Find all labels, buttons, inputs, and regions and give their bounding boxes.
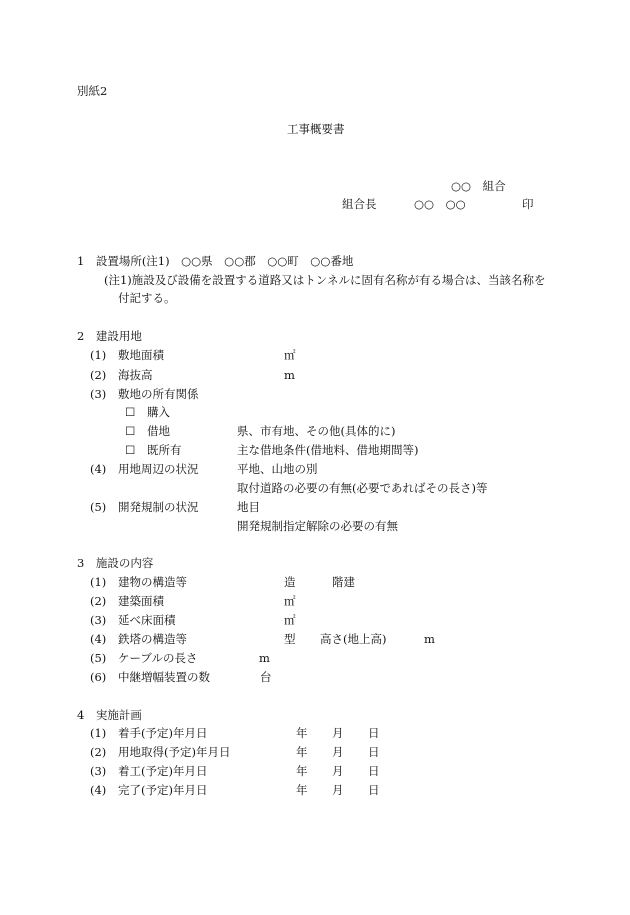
schedule-label: 着工(予定)年月日: [118, 764, 208, 778]
item-number: (6): [90, 670, 107, 684]
chief-name: ○○ ○○: [414, 197, 466, 211]
item-number: (2): [90, 368, 107, 382]
item-number: (1): [90, 726, 107, 740]
item-number: (2): [90, 594, 107, 608]
section1-note-line1: (注1)施設及び設備を設置する道路又はトンネルに固有名称が有る場合は、当該名称を: [104, 273, 546, 287]
tower-structure-label: 鉄塔の構造等: [118, 632, 187, 646]
tower-height-label: 高さ(地上高): [320, 632, 387, 646]
lease-label: 借地: [147, 424, 170, 438]
year-unit: 年: [296, 764, 308, 778]
chief-label: 組合長: [342, 197, 377, 211]
development-label: 開発規制の状況: [118, 500, 199, 514]
ownership-label: 敷地の所有関係: [118, 387, 199, 401]
lease-detail: 県、市有地、その他(具体的に): [237, 424, 396, 438]
section1-note-line2: 付記する。: [118, 291, 176, 305]
purchase-label: 購入: [147, 405, 170, 419]
item-number: (3): [90, 613, 107, 627]
month-unit: 月: [332, 783, 344, 797]
attachment-label: 別紙2: [77, 84, 108, 98]
cable-length-label: ケーブルの長さ: [118, 651, 198, 665]
item-number: (1): [90, 348, 107, 362]
owned-detail: 主な借地条件(借地料、借地期間等): [237, 443, 419, 457]
seal-mark: 印: [522, 197, 534, 211]
cable-length-unit: m: [259, 651, 270, 665]
item-number: (2): [90, 745, 107, 759]
section2-heading: 2 建設用地: [77, 329, 142, 343]
development-detail1: 地目: [237, 500, 260, 514]
year-unit: 年: [296, 726, 308, 740]
schedule-label: 用地取得(予定)年月日: [118, 745, 231, 759]
year-unit: 年: [296, 745, 308, 759]
floor-area-label: 延べ床面積: [118, 613, 176, 627]
site-area-label: 敷地面積: [118, 348, 164, 362]
item-number: (1): [90, 575, 107, 589]
document-title: 工事概要書: [287, 122, 345, 136]
building-area-unit: ㎡: [284, 594, 296, 608]
day-unit: 日: [368, 764, 380, 778]
altitude-unit: m: [284, 368, 295, 382]
year-unit: 年: [296, 783, 308, 797]
floor-area-unit: ㎡: [284, 613, 296, 627]
site-area-unit: ㎡: [284, 348, 296, 362]
building-structure-label: 建物の構造等: [118, 575, 187, 589]
owned-checkbox[interactable]: ☐: [125, 443, 136, 457]
tower-height-unit: m: [424, 632, 435, 646]
tower-type-unit: 型: [284, 632, 296, 646]
item-number: (3): [90, 764, 107, 778]
repeater-count-label: 中継増幅装置の数: [118, 670, 210, 684]
day-unit: 日: [368, 726, 380, 740]
item-number: (4): [90, 462, 107, 476]
item-number: (5): [90, 651, 107, 665]
surroundings-detail1: 平地、山地の別: [237, 462, 318, 476]
repeater-count-unit: 台: [260, 670, 272, 684]
surroundings-detail2: 取付道路の必要の有無(必要であればその長さ)等: [237, 481, 488, 495]
month-unit: 月: [332, 745, 344, 759]
purchase-checkbox[interactable]: ☐: [125, 405, 136, 419]
building-floors-unit: 階建: [332, 575, 355, 589]
surroundings-label: 用地周辺の状況: [118, 462, 199, 476]
schedule-label: 完了(予定)年月日: [118, 783, 208, 797]
month-unit: 月: [332, 726, 344, 740]
item-number: (4): [90, 632, 107, 646]
altitude-label: 海抜高: [118, 368, 153, 382]
section1-heading: 1 設置場所(注1) ○○県 ○○郡 ○○町 ○○番地: [77, 254, 354, 268]
section3-heading: 3 施設の内容: [77, 556, 154, 570]
building-area-label: 建築面積: [118, 594, 164, 608]
item-number: (3): [90, 387, 107, 401]
development-detail2: 開発規制指定解除の必要の有無: [237, 519, 398, 533]
building-structure-unit: 造: [284, 575, 296, 589]
month-unit: 月: [332, 764, 344, 778]
organization-name: ○○ 組合: [451, 179, 506, 193]
lease-checkbox[interactable]: ☐: [125, 424, 136, 438]
item-number: (4): [90, 783, 107, 797]
owned-label: 既所有: [147, 443, 182, 457]
item-number: (5): [90, 500, 107, 514]
day-unit: 日: [368, 783, 380, 797]
day-unit: 日: [368, 745, 380, 759]
section4-heading: 4 実施計画: [77, 708, 142, 722]
schedule-label: 着手(予定)年月日: [118, 726, 208, 740]
